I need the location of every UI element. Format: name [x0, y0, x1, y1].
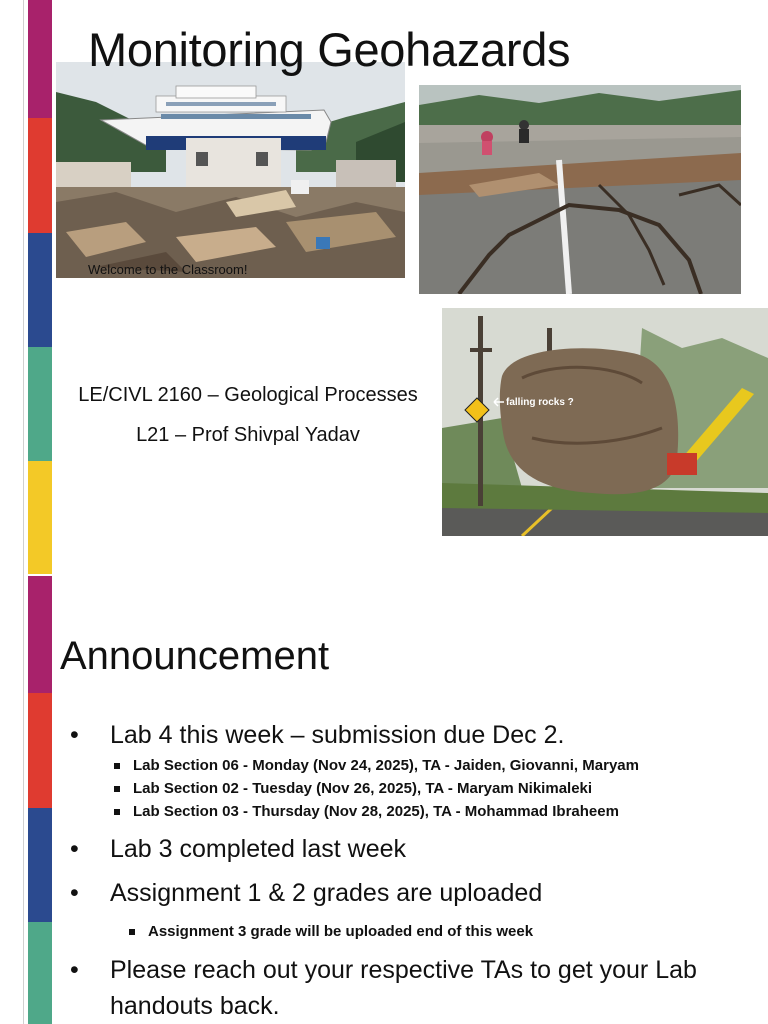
tsunami-debris-photo-icon: [56, 62, 405, 278]
course-code-line: LE/CIVL 2160 – Geological Processes: [78, 384, 418, 406]
announcement-bullet: • Please reach out your respective TAs to get your Lab: [110, 956, 697, 985]
slide-title-heading: Monitoring Geohazards: [88, 23, 571, 76]
announcement-heading: Announcement: [60, 634, 330, 678]
announcement-bullet-continuation: handouts back.: [110, 992, 280, 1020]
lecture-instructor-line: L21 – Prof Shivpal Yadav: [136, 424, 360, 446]
announcement-bullet: • Assignment 1 & 2 grades are uploaded: [110, 879, 542, 908]
fallen-boulder-photo-icon: [442, 308, 768, 536]
lab-section-item: Lab Section 03 - Thursday (Nov 28, 2025), TA - Mohammad Ibraheem: [133, 803, 619, 820]
cracked-road-photo-icon: [419, 85, 741, 294]
welcome-caption: Welcome to the Classroom!: [88, 262, 248, 277]
slide-announcement: [0, 576, 768, 1024]
falling-rocks-sign-text: falling rocks ?: [506, 397, 574, 408]
assignment-note-item: Assignment 3 grade will be uploaded end of this week: [148, 923, 534, 940]
lab-section-item: Lab Section 02 - Tuesday (Nov 26, 2025), TA - Maryam Nikimaleki: [133, 780, 593, 797]
announcement-bullet: • Lab 3 completed last week: [110, 835, 406, 864]
lab-section-item: Lab Section 06 - Monday (Nov 24, 2025), TA - Jaiden, Giovanni, Maryam: [133, 757, 639, 774]
announcement-bullet: • Lab 4 this week – submission due Dec 2.: [110, 721, 564, 750]
